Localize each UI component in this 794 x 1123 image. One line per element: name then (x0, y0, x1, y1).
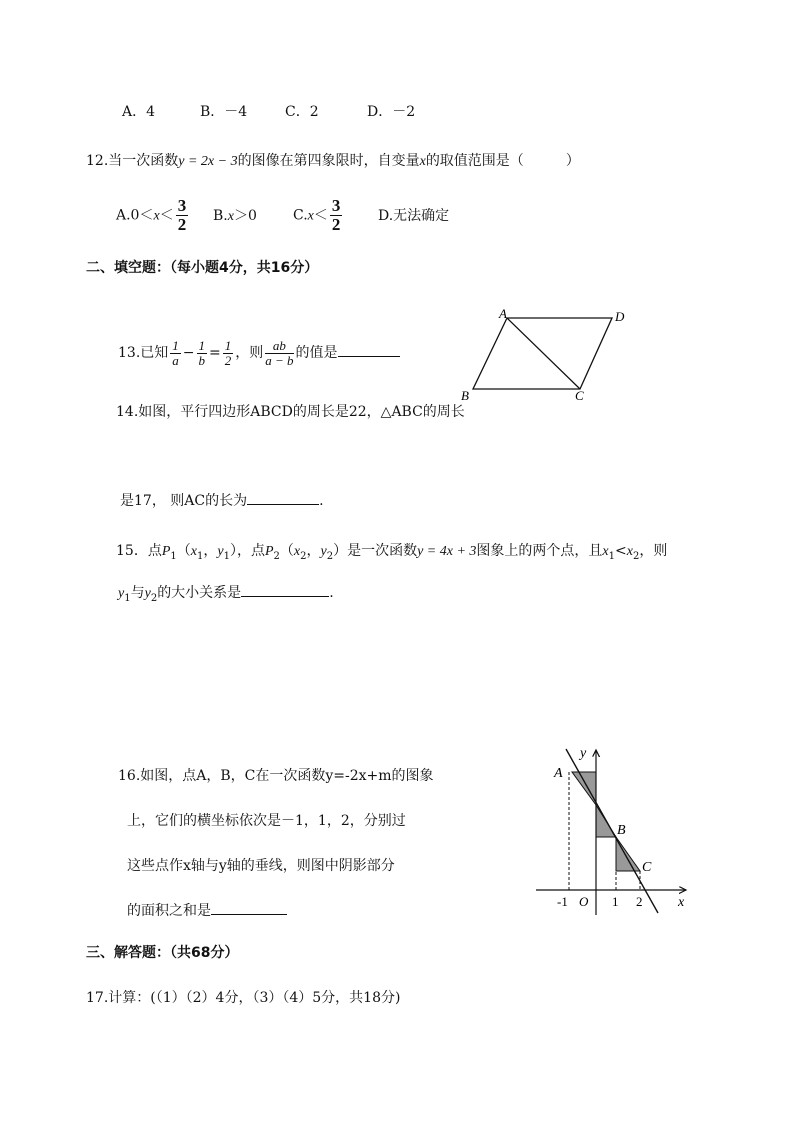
point-c-label: C (642, 860, 652, 875)
parallelogram-abcd (473, 318, 612, 389)
shaded-triangle-a (572, 772, 596, 805)
q13-answer-blank (338, 342, 400, 357)
point-b-label: B (617, 823, 626, 838)
x-axis-label: x (678, 895, 685, 910)
vertex-a-label: A (499, 306, 507, 321)
q11-option-c: C．2 (285, 104, 319, 120)
vertex-c-label: C (575, 388, 584, 403)
y-axis-label: y (580, 746, 587, 761)
diagonal-ac (507, 318, 580, 389)
q16-line4: 的面积之和是 (127, 900, 287, 920)
q16-line1: 16.如图，点A，B，C在一次函数y=-2x+m的图象 (118, 768, 434, 784)
q12-stem: 12.当一次函数y = 2x − 3的图像在第四象限时，自变量x的取值范围是（ ） (86, 153, 580, 169)
q12-option-d: D.无法确定 (378, 208, 450, 224)
q14-line1: 14.如图，平行四边形ABCD的周长是22，△ABC的周长 (116, 404, 465, 420)
parallelogram-figure (455, 305, 635, 405)
q13-stem: 13.已知 $\frac{1}{a}$ − $\frac{1}{b}$ = $\frac{1}{2}$ ，则 $\frac{ab}{a - b}$ 的值是 (118, 339, 400, 367)
q16-line2: 上，它们的横坐标依次是－1，1，2，分别过 (127, 813, 406, 829)
q11-option-a: A．4 (122, 104, 156, 120)
q12-option-a: A.0＜x＜ $\frac{3}{2}$ (116, 196, 187, 234)
vertex-d-label: D (615, 309, 625, 324)
q14-answer-blank (247, 490, 319, 505)
section-2-title: 二、填空题：（每小题4分，共16分） (86, 260, 319, 276)
tick-2-label: 2 (636, 894, 643, 909)
point-a-label: A (554, 766, 563, 781)
vertex-b-label: B (461, 388, 469, 403)
q14-line2: 是17， 则AC的长为 . (120, 490, 324, 510)
q11-option-d: D．－2 (367, 104, 416, 120)
function-line (566, 749, 658, 913)
linear-function-graph (530, 745, 700, 917)
q15-line1: 15．点$P_1(x_1$，$y_1$），点$P_2(x_2$，$y_2$）是一次函数y = 4x + 3图象上的两个点，且$x_1<x_2$，则 (116, 543, 668, 562)
tick-neg1-label: -1 (557, 894, 568, 909)
q15-answer-blank (241, 582, 329, 597)
q17-stem: 17.计算：(（1）（2）4分，（3）（4）5分，共18分) (86, 990, 401, 1006)
q11-option-b: B．－4 (200, 104, 248, 120)
q12-option-b: B.x＞0 (213, 208, 257, 224)
origin-label: O (579, 894, 589, 909)
q16-line3: 这些点作x轴与y轴的垂线，则图中阴影部分 (127, 858, 395, 874)
tick-1-label: 1 (612, 894, 619, 909)
section-3-title: 三、解答题：（共68分） (86, 945, 239, 961)
shaded-triangle-c (616, 837, 640, 871)
q15-line2: $y_1$与$y_2$的大小关系是 . (118, 582, 334, 604)
q16-answer-blank (211, 900, 287, 915)
q12-option-c: C.x＜ $\frac{3}{2}$ (293, 196, 341, 234)
